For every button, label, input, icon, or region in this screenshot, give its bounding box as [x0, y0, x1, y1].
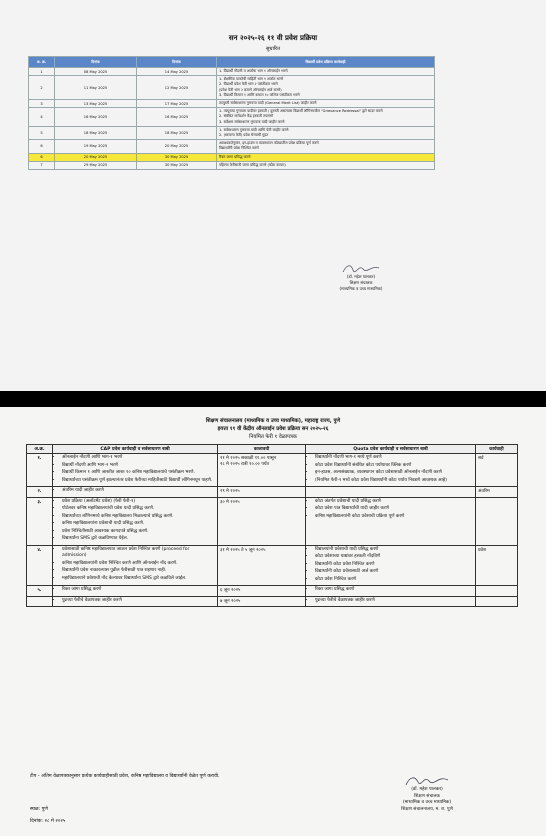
period-line: ७ जून २०२५	[220, 598, 241, 604]
table-row	[29, 140, 435, 153]
activity-line: (प्रवेश फेरी भाग २ क्रमाने ऑनलाईन अर्ज करणे)	[219, 87, 282, 92]
activity-cell	[217, 100, 435, 108]
cap-list	[55, 455, 215, 484]
list-item: • प्रवेशासाठी कनिष्ठ महाविद्यालयात जाऊन प्रवेश निश्चित करणे (proceed for admission)	[62, 547, 215, 560]
table-row	[27, 454, 518, 487]
signatory-name: (डॉ. महेश पालकर)	[346, 274, 376, 279]
activity-line: 2. विद्यार्थी प्रवेश फेरी भाग २ पसंतीक्रम भरणे	[219, 82, 278, 87]
activity-cell	[217, 126, 435, 139]
quota-activities-cell	[306, 596, 476, 607]
activity-line: रिक्त जागा प्रसिद्ध करणे	[219, 154, 251, 159]
table-row	[29, 100, 435, 108]
list-item: • प्रवेश प्रक्रिया (अलॉटमेंट प्रवेश) (फेरी फेरी-१)	[62, 499, 215, 506]
top-document-page	[0, 0, 546, 391]
from-date-cell: 16 May 2025	[55, 108, 137, 127]
quota-activities-cell	[306, 497, 476, 545]
to-date-cell: 18 May 2025	[137, 126, 217, 139]
action-cell	[476, 497, 518, 545]
list-item: • (नियमित फेरी-१ मध्ये कोटा प्रवेश विद्यार्थ्यांनी कोटा पर्याय निवडणे आवश्यक आहे)	[315, 478, 473, 485]
to-date-cell: 16 May 2025	[137, 108, 217, 127]
list-item: • पुढच्या फेरीचे वेळापत्रक जाहीर करणे	[62, 598, 215, 605]
cap-list	[55, 499, 215, 543]
cap-list	[55, 488, 215, 495]
signature-scribble-icon	[372, 775, 482, 787]
row-number-cell: 4	[29, 108, 55, 127]
header-line: शिक्षण संचालनालय (माध्यमिक व उच्च माध्यमिक), महाराष्ट्र राज्य, पुणे	[205, 418, 341, 424]
list-item: • कोटा प्रवेश पात्र विद्यार्थ्यांची यादी जाहीर करणे	[315, 506, 473, 513]
list-item: • अंतरिम यादी जाहीर करणे	[62, 488, 215, 495]
activity-line: 2. (सामान्य फेरी) प्रवेश घेण्याची मुदत	[219, 133, 269, 138]
list-item: • रिक्त जागा प्रसिद्ध करणे	[315, 587, 473, 594]
table-row	[27, 545, 518, 586]
column-header: अ. क्र.	[29, 57, 55, 68]
from-date-cell: 13 May 2025	[55, 100, 137, 108]
list-item: • विद्यार्थ्यांनी नोंदणी भाग-१ मध्ये पूर्ण करणे	[315, 455, 473, 462]
table-row	[29, 108, 435, 127]
activity-line: 1. सर्वसाधारण गुणवत्ता यादी आणि फेरी जाहीर करणे	[219, 127, 289, 132]
period-cell	[218, 596, 306, 607]
signatory-dept: (माध्यमिक व उच्च माध्यमिक)	[339, 286, 383, 291]
list-item: • विद्यार्थी नोंदणी आणि भाग-२ भरणे	[62, 463, 215, 470]
header-line: नियमित फेरी १ वेळापत्रक	[249, 433, 297, 440]
row-number-cell: ३.	[27, 497, 53, 545]
list-item: • ऑनलाईन नोंदणी आणि भाग-१ भरणे	[62, 455, 215, 462]
column-header: CAP प्रवेश कार्यवाही व सर्वसाधारण बाबी	[53, 445, 218, 454]
action-cell: सर्व	[476, 454, 518, 487]
list-item: • कनिष्ठ महाविद्यालयांनी प्रवेश निश्चित करणे आणि ऑनलाईन नोंद करणे.	[62, 561, 215, 568]
period-line: ६ जून २०२५	[220, 588, 241, 594]
table-row	[27, 596, 518, 607]
to-date-cell: 14 May 2025	[137, 68, 217, 76]
quota-activities-cell	[306, 454, 476, 487]
period-cell	[218, 497, 306, 545]
cap-activities-cell	[53, 545, 218, 586]
header-line: इयत्ता ११ वी केंद्रीय ऑनलाईन प्रवेश प्रक्रिया सन २०२५-२६	[217, 425, 329, 432]
to-date-cell: 20 May 2025	[137, 140, 217, 153]
list-item: • पोर्टलवर कनिष्ठ महाविद्यालयांची प्रवेश यादी प्रसिद्ध करणे.	[62, 506, 215, 513]
from-date-cell: 11 May 2025	[55, 76, 137, 100]
cap-activities-cell	[53, 596, 218, 607]
quota-activities-cell	[306, 487, 476, 498]
activity-cell	[217, 161, 435, 169]
cap-activities-cell	[53, 586, 218, 597]
list-item: • विद्यार्थ्यांनी कोटा प्रवेशासाठी अर्ज करणे	[315, 569, 473, 576]
quota-activities-cell	[306, 586, 476, 597]
activity-line: 3. सर्वेक्षण सर्वसाधारण गुणवत्ता यादी जाहीर करणे	[219, 119, 285, 124]
action-cell	[476, 596, 518, 607]
signatory-title: शिक्षण संचालक	[349, 280, 373, 285]
round-schedule-table	[26, 444, 518, 607]
table-row	[29, 161, 435, 169]
action-cell: अंतरिम	[476, 487, 518, 498]
activity-line: पहिल्या फेरीसाठी जागा प्रसिद्ध करणे (कोटा कायम)	[219, 162, 286, 167]
place-label: स्थळ: पुणे	[30, 807, 48, 812]
period-line: ३१ मे २०२५ ते ५ जून २०२५	[220, 547, 266, 553]
to-date-cell: 17 May 2025	[137, 100, 217, 108]
period-cell	[218, 487, 306, 498]
column-header: अ.क्र.	[27, 445, 53, 454]
row-number-cell: 7	[29, 161, 55, 169]
period-line: २८ मे २०२५ रात्री १०.०० पर्यंत	[220, 462, 270, 467]
list-item: • विद्यार्थ्यांना SMS द्वारे कळविण्यात येईल.	[62, 536, 215, 543]
list-item: • विद्यार्थ्यांनी कोटा प्रवेश निश्चित करणे	[315, 562, 473, 569]
from-date-cell: 18 May 2025	[55, 126, 137, 139]
period-cell	[218, 454, 306, 487]
activity-cell	[217, 140, 435, 153]
quota-list	[308, 598, 473, 605]
list-item: • विद्यार्थ्यांच्या लॉगिनमध्ये कनिष्ठ महाविद्यालय मिळाल्याचे प्रसिद्ध करणे.	[62, 514, 215, 521]
column-header: कार्यवाही	[476, 445, 518, 454]
list-item: • विद्यार्थ्यांनी प्रवेश नाकारल्यास पुढील फेरीसाठी पात्र राहणार नाही.	[62, 568, 215, 575]
list-item: • कनिष्ठ महाविद्यालयांना प्रवेशाची यादी प्रसिद्ध करणे.	[62, 521, 215, 528]
row-number-cell: 2	[29, 76, 55, 100]
row-number-cell: 3	[29, 100, 55, 108]
list-item: • कोटा प्रवेश निश्चित करणे	[315, 577, 473, 584]
activity-line: 1. शैक्षणिक पात्रतेची माहिती भाग १ अर्जात भरणे	[219, 77, 284, 82]
activity-cell	[217, 68, 435, 76]
list-item: • कोटा अंतर्गत प्रवेशाची यादी प्रसिद्ध करणे	[315, 499, 473, 506]
activity-line: 1. विद्यार्थी नोंदणी व अर्जाचा भाग १ ऑनलाईन भरणे	[219, 69, 288, 73]
from-date-cell: 29 May 2025	[55, 161, 137, 169]
activity-cell	[217, 153, 435, 161]
row-number-cell: 5	[29, 126, 55, 139]
row-number-cell: 6	[29, 140, 55, 153]
from-date-cell: 08 May 2025	[55, 68, 137, 76]
schedule-table	[28, 56, 435, 170]
list-item: • विद्यालयांनी प्रवेशाची यादी प्रसिद्ध करणे	[315, 547, 473, 554]
signature-scribble-icon	[318, 262, 404, 274]
page-title: सन २०२५-२६ ११ वी प्रवेश प्रक्रिया	[228, 34, 318, 42]
footer-note: टीप - अंतिम वेळापत्रकानुसार प्रत्येक कार्यवाहीसाठी प्रवेश, कनिष्ठ महाविद्यालय व विद्यार्थ्यांनी वेळेत पूर्ण करावी.	[30, 774, 220, 779]
table-row	[29, 153, 435, 161]
list-item: • पुढच्या फेरीचे वेळापत्रक जाहीर करणे	[315, 598, 473, 605]
list-item: • कोटा प्रवेश विद्यार्थ्यांनी संबंधित कोटा पर्यायावर क्लिक करणे	[315, 463, 473, 470]
row-number-cell	[27, 596, 53, 607]
column-header: Quota प्रवेश कार्यवाही व सर्वसाधारण बाबी	[306, 445, 476, 454]
quota-list	[308, 547, 473, 584]
page-subtitle: सुधारित	[266, 46, 280, 52]
cap-activities-cell	[53, 497, 218, 545]
cap-activities-cell	[53, 487, 218, 498]
table-row	[27, 586, 518, 597]
row-number-cell: १.	[27, 454, 53, 487]
table-row	[29, 68, 435, 76]
quota-list	[308, 499, 473, 521]
list-item: • विद्यार्थी किमान १ आणि जास्तीत जास्त १० कनिष्ठ महाविद्यालयांचे पसंतीक्रम भरणे.	[62, 470, 215, 477]
signatory-dept: (माध्यमिक व उच्च माध्यमिक)	[402, 800, 452, 806]
row-number-cell: ५.	[27, 586, 53, 597]
signatory-office: शिक्षण संचालनालय, म. रा. पुणे	[401, 806, 453, 812]
period-line: २१ मे २०२५ सकाळी ११.०० पासून	[220, 456, 277, 461]
signatory-name: (डॉ. महेश पालकर)	[411, 787, 443, 792]
table-header-row	[29, 57, 435, 68]
period-line: २९ मे २०२५	[220, 489, 240, 495]
row-number-cell: 6	[29, 153, 55, 161]
signature-block	[318, 262, 404, 292]
to-date-cell: 12 May 2025	[137, 76, 217, 100]
row-number-cell: ४.	[27, 545, 53, 586]
activity-line: विद्यार्थ्यांनी प्रवेश निश्चित करणे	[219, 146, 259, 151]
activity-cell	[217, 76, 435, 100]
list-item: • कनिष्ठ महाविद्यालयांनी कोटा प्रवेशाची प्रक्रिया पूर्ण करणे	[315, 514, 473, 521]
action-cell	[476, 586, 518, 597]
action-cell: प्रवेश	[476, 545, 518, 586]
list-item: • विद्यार्थ्यांच्या पसंतीक्रम पूर्ण झाल्यानंतर प्रवेश फेरीच्या माहितीसाठी विद्यार्थी लॉगिनमधून पाहणे.	[62, 478, 215, 485]
signatory-title: शिक्षण संचालक	[414, 793, 440, 799]
table-row	[27, 497, 518, 545]
list-item: • महाविद्यालयाने प्रवेशाची नोंद केल्यावर विद्यार्थ्यांना SMS द्वारे कळविले जाईल.	[62, 576, 215, 583]
activity-line: 3. विद्यार्थी किमान १ आणि कमाल १० कॉलेज पसंतीक्रम भरणे	[219, 92, 300, 97]
cap-list	[55, 547, 215, 583]
date-label: दिनांक: २८ मे २०२५	[30, 819, 66, 824]
list-item: • कोटा प्रवेशाच्या याद्यांवर हरकती नोंदविणे	[315, 554, 473, 561]
table-row	[27, 487, 518, 498]
activity-cell	[217, 108, 435, 127]
signature-block	[372, 775, 482, 813]
cap-list	[55, 598, 215, 605]
activity-line: आवश्यकतेनुसार, इन-हाउस व व्यवस्थापन कोट्यातील प्रवेश प्रक्रिया पूर्ण करणे	[219, 141, 319, 146]
activity-line: 1. तात्पुरत्या गुणवत्ता यादीवर हरकती / दुरुस्ती असल्यास विद्यार्थी लॉगिनमधील "Grievance Redressal" द्वारे सादर करणे	[219, 109, 383, 114]
document-header	[0, 418, 546, 441]
bottom-document-page	[0, 407, 546, 836]
quota-activities-cell	[306, 545, 476, 586]
period-cell	[218, 586, 306, 597]
quota-list	[308, 587, 473, 594]
activity-line: 2. संबंधित मार्गदर्शन केंद्र हरकती तपासणे	[219, 114, 274, 119]
list-item: • इन-हाउस, अल्पसंख्याक, व्यवस्थापन कोटा प्रवेशासाठी ऑनलाईन नोंदणी करणे	[315, 470, 473, 477]
row-number-cell: 1	[29, 68, 55, 76]
to-date-cell: 30 May 2025	[137, 161, 217, 169]
table-row	[29, 126, 435, 139]
cap-list	[55, 587, 215, 594]
activity-line: तात्पुरती सर्वसाधारण गुणवत्ता यादी (General Merit List) जाहीर करणे	[219, 101, 317, 106]
column-header: विद्यार्थी प्रवेश प्रक्रिया कार्यवाही	[217, 57, 435, 68]
table-row	[29, 76, 435, 100]
column-header: दिनांक	[55, 57, 137, 68]
quota-list	[308, 455, 473, 484]
table-header-row	[27, 445, 518, 454]
from-date-cell: 20 May 2025	[55, 153, 137, 161]
column-header: कालावधी	[218, 445, 306, 454]
list-item: • प्रवेश निश्चितीसाठी आवश्यक कागदपत्रे प्रसिद्ध करणे.	[62, 529, 215, 536]
cap-activities-cell	[53, 454, 218, 487]
list-item: • रिक्त जागा प्रसिद्ध करणे	[62, 587, 215, 594]
period-line: ३० मे २०२५	[220, 499, 240, 505]
column-header: दिनांक	[137, 57, 217, 68]
period-cell	[218, 545, 306, 586]
to-date-cell: 30 May 2025	[137, 153, 217, 161]
row-number-cell: २.	[27, 487, 53, 498]
from-date-cell: 19 May 2025	[55, 140, 137, 153]
